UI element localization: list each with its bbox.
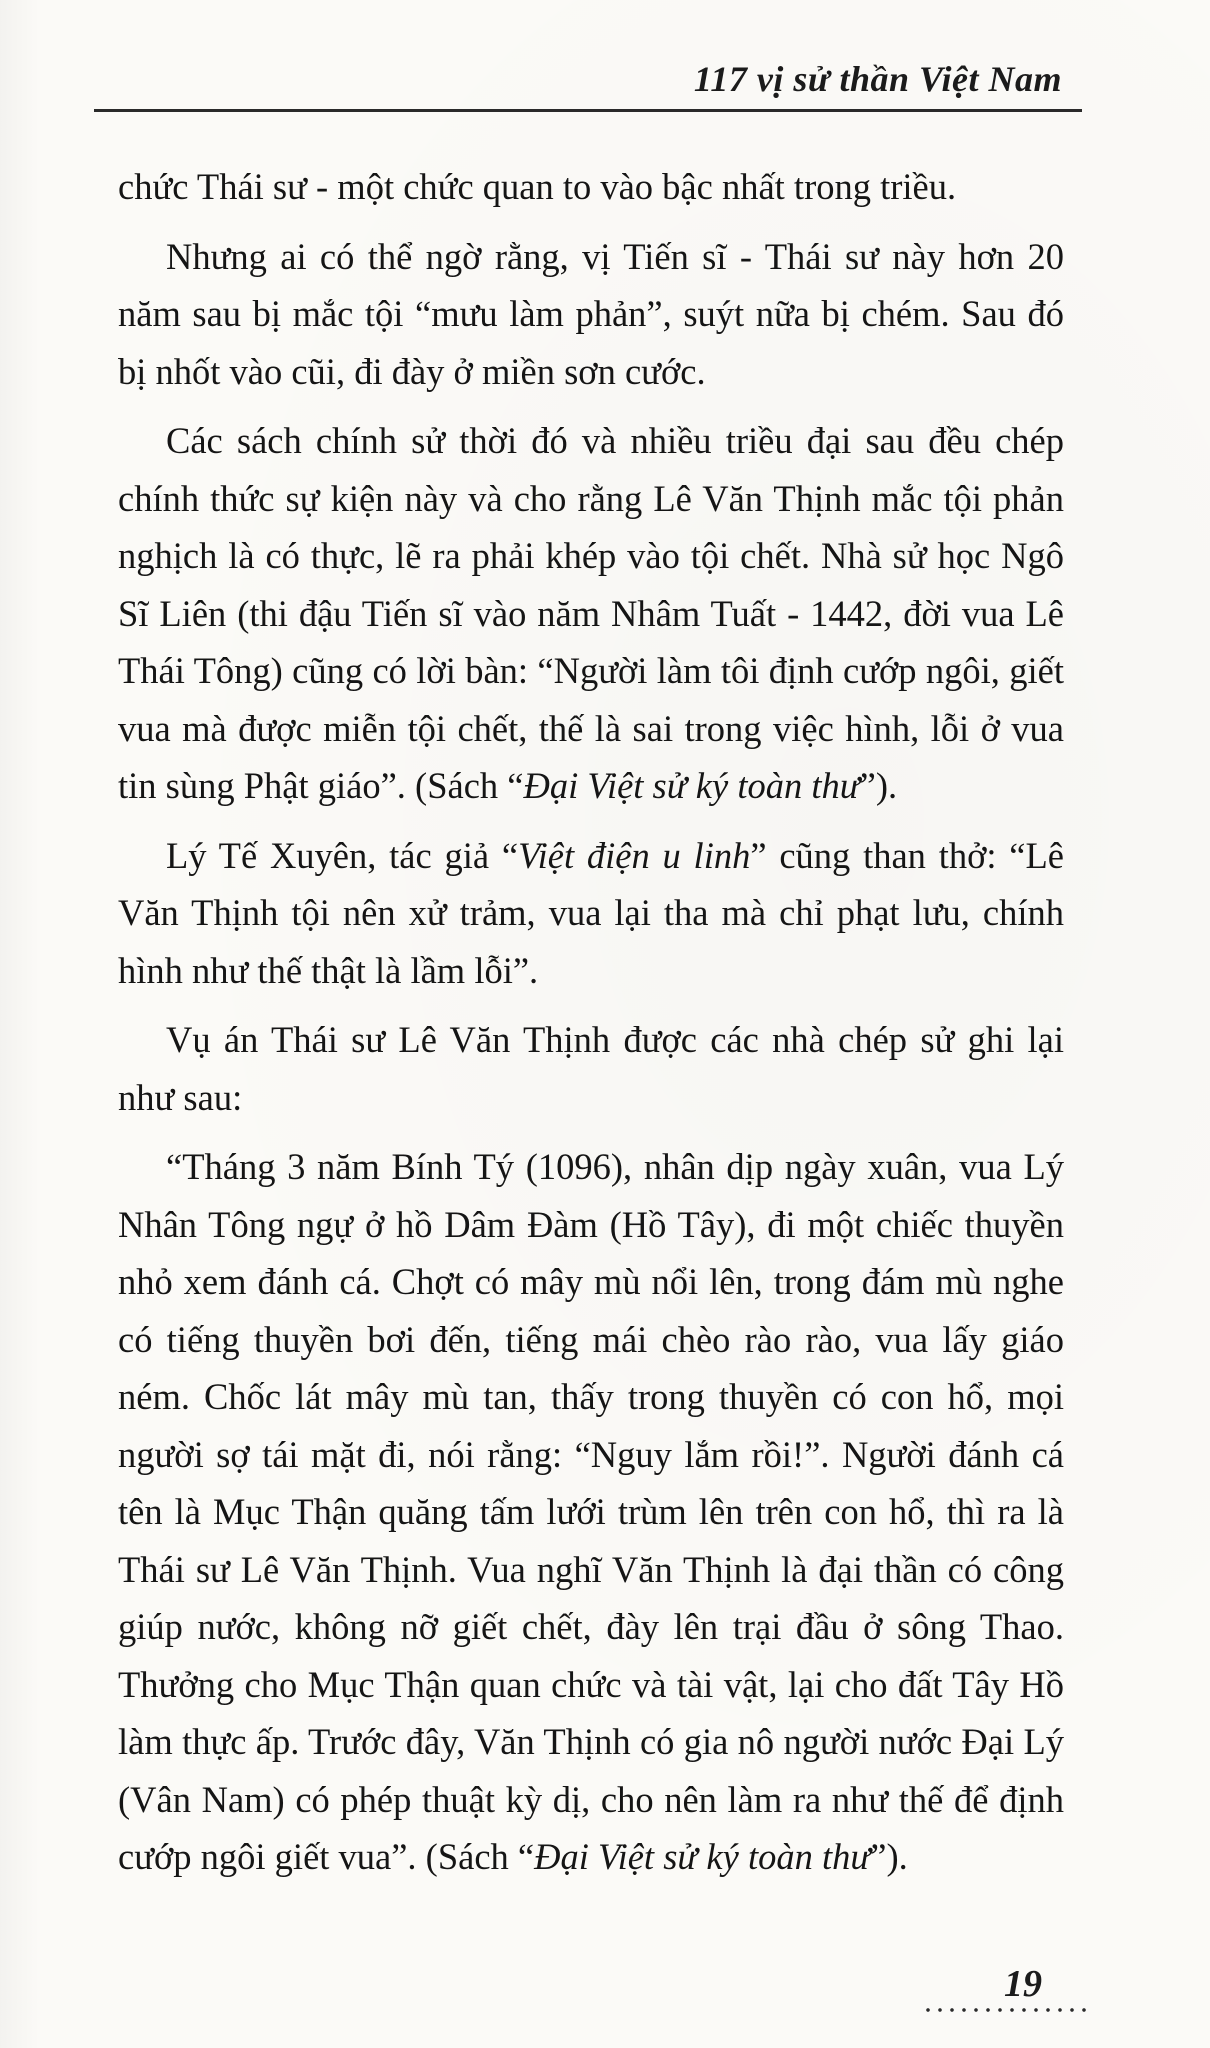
paragraph-text: ” cũng than thở: “Lê Văn Thịnh tội nên xử trảm, vua lại tha mà chỉ phạt lưu, chính hình như thế thật là lầm lỗi”. — [118, 834, 1065, 991]
paragraph-text: ”). — [859, 765, 898, 806]
paragraph-text: Vụ án Thái sư Lê Văn Thịnh được các nhà chép sử ghi lại như sau: — [118, 1019, 1064, 1118]
italic-title-text: Đại Việt sử ký toàn thư — [523, 765, 860, 806]
page-body — [118, 158, 1064, 1898]
paragraph-text: Lý Tế Xuyên, tác giả “ — [166, 834, 519, 876]
paragraph — [118, 228, 1064, 401]
page-footer — [922, 1962, 1092, 2022]
paragraph — [118, 412, 1064, 815]
paragraph-text: chức Thái sư - một chức quan to vào bậc nhất trong triều. — [118, 166, 957, 207]
italic-title-text: Đại Việt sử ký toàn thư — [534, 1836, 871, 1877]
italic-title-text: Việt điện u linh — [518, 834, 751, 876]
page-number: 19 — [1004, 1963, 1042, 2005]
header-rule — [94, 109, 1082, 112]
paragraph — [118, 1138, 1064, 1886]
running-header: 117 vị sử thần Việt Nam — [693, 59, 1062, 99]
paragraph-text: “Tháng 3 năm Bính Tý (1096), nhân dịp ngày xuân, vua Lý Nhân Tông ngự ở hồ Dâm Đàm (Hồ Tây), đi một chiếc thuyền nhỏ xem đánh cá. Chợt có mây mù nổi lên, trong đám mù nghe có tiếng thuyền bơi đến, tiếng mái chèo rào rào, vua lấy giáo ném. Chốc lát mây mù tan, thấy trong thuyền có con hổ, mọi người sợ tái mặt đi, nói rằng: “Nguy lắm rồi!”. Người đánh cá tên là Mục Thận quăng tấm lưới trùm lên trên con hổ, thì ra là Thái sư Lê Văn Thịnh. Vua nghĩ Văn Thịnh là đại thần có công giúp nước, không nỡ giết chết, đày lên trại đầu ở sông Thao. Thưởng cho Mục Thận quan chức và tài vật, lại cho đất Tây Hồ làm thực ấp. Trước đây, Văn Thịnh có gia nô người nước Đại Lý (Vân Nam) có phép thuật kỳ dị, cho nên làm ra như thế để định cướp ngôi giết vua”. (Sách “ — [118, 1146, 1064, 1877]
footer-dotted-rule — [922, 2008, 1092, 2012]
paragraph-text: Nhưng ai có thể ngờ rằng, vị Tiến sĩ - Thái sư này hơn 20 năm sau bị mắc tội “mưu làm phản”, suýt nữa bị chém. Sau đó bị nhốt vào cũi, đi đày ở miền sơn cước. — [118, 235, 1064, 392]
paragraph-text: ”). — [870, 1836, 908, 1877]
paragraph — [118, 1011, 1064, 1126]
paragraph — [118, 158, 1064, 216]
paragraph-text: Các sách chính sử thời đó và nhiều triều đại sau đều chép chính thức sự kiện này và cho rằng Lê Văn Thịnh mắc tội phản nghịch là có thực, lẽ ra phải khép vào tội chết. Nhà sử học Ngô Sĩ Liên (thi đậu Tiến sĩ vào năm Nhâm Tuất - 1442, đời vua Lê Thái Tông) cũng có lời bàn: “Người làm tôi định cướp ngôi, giết vua mà được miễn tội chết, thế là sai trong việc hình, lỗi ở vua tin sùng Phật giáo”. (Sách “ — [118, 420, 1064, 806]
paragraph — [118, 827, 1064, 1000]
